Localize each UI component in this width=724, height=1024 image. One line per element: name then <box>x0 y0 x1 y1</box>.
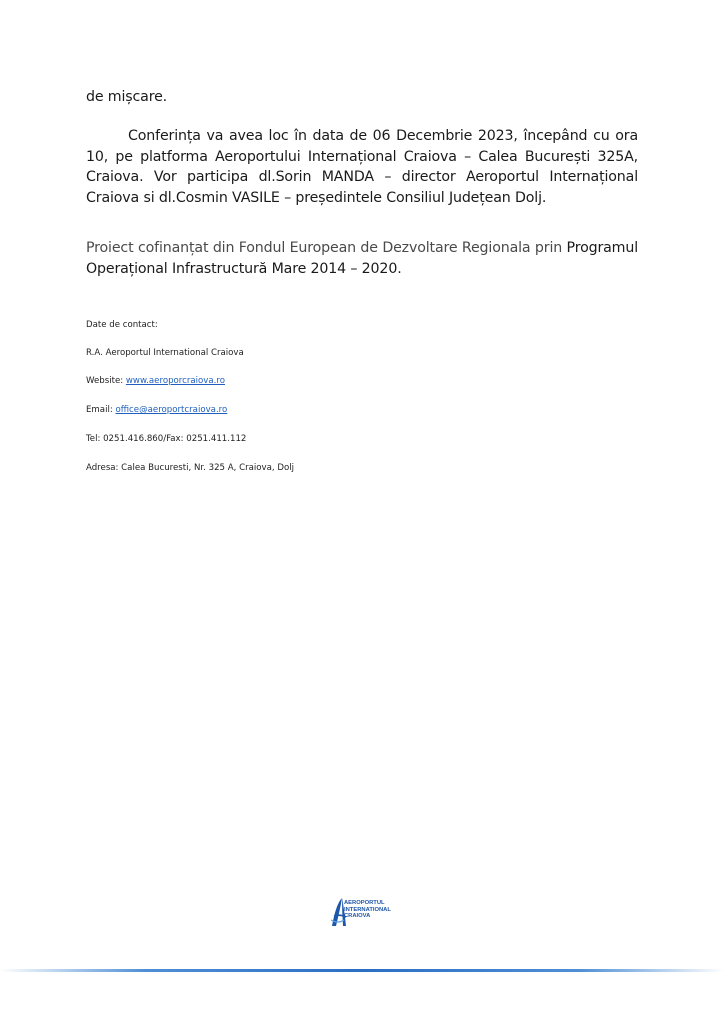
paragraph-continuation: de mișcare. <box>86 89 168 105</box>
contact-organization: R.A. Aeroportul International Craiova <box>86 348 244 358</box>
contact-phone: Tel: 0251.416.860/Fax: 0251.411.112 <box>86 434 247 444</box>
footer-divider <box>0 969 724 972</box>
paragraph-funding <box>86 238 638 279</box>
contact-address: Adresa: Calea Bucuresti, Nr. 325 A, Craiova, Dolj <box>86 463 294 473</box>
logo-line-3: CRAIOVA <box>344 913 371 920</box>
logo-wordmark <box>344 900 391 920</box>
contact-website <box>86 376 225 387</box>
logo-line-1: AEROPORTUL <box>344 900 385 906</box>
funding-text: Proiect cofinanțat din Fondul European de Dezvoltare Regionala prin <box>86 240 567 256</box>
email-label: Email: <box>86 405 116 415</box>
website-label: Website: <box>86 376 126 386</box>
contact-email <box>86 405 227 416</box>
paragraph-conference-details: Conferința va avea loc în data de 06 Decembrie 2023, începând cu ora 10, pe platforma Aeroportului Internațional Craiova – Calea București 325A, Craiova. Vor participa dl.Sorin MANDA – director Aeroportul Internațional Craiova si dl.Cosmin VASILE – președintele Consiliul Județean Dolj. <box>86 128 638 206</box>
logo-line-2: INTERNATIONAL <box>344 906 391 913</box>
email-link[interactable]: office@aeroportcraiova.ro <box>115 405 228 415</box>
website-link[interactable]: www.aeroporcraiova.ro <box>125 376 225 386</box>
funding-program: Programul Operațional Infrastructură Mare 2014 – 2020. <box>86 240 638 277</box>
contact-heading: Date de contact: <box>86 320 158 330</box>
